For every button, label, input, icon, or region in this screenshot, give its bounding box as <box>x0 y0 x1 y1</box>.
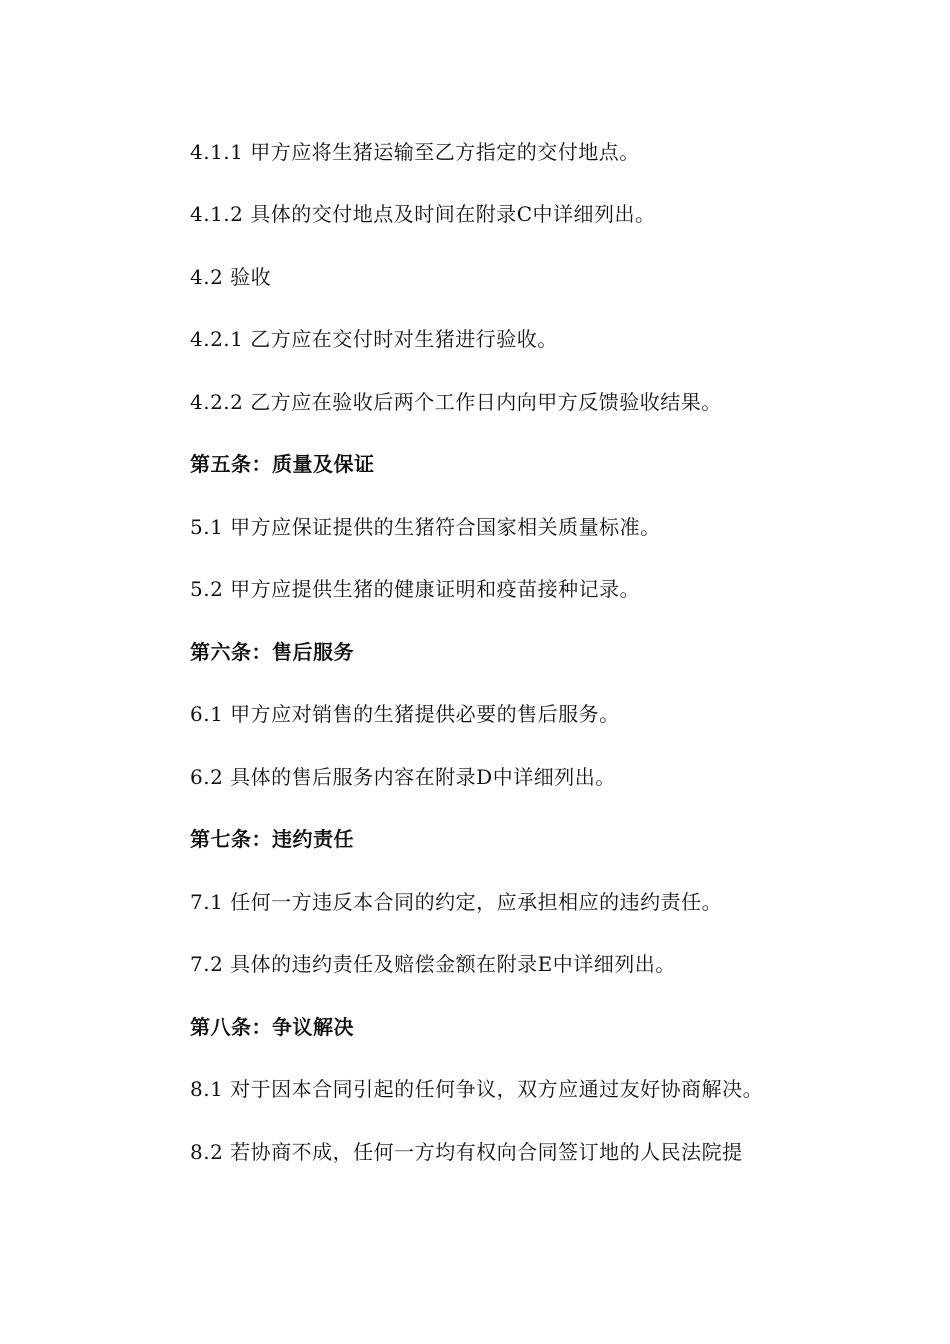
clause-4-2: 4.2 验收 <box>190 265 272 289</box>
clause-5-2: 5.2 甲方应提供生猪的健康证明和疫苗接种记录。 <box>190 577 641 601</box>
clause-4-1-2: 4.1.2 具体的交付地点及时间在附录C中详细列出。 <box>190 202 656 226</box>
clause-5-1: 5.1 甲方应保证提供的生猪符合国家相关质量标准。 <box>190 515 661 539</box>
clause-6-1: 6.1 甲方应对销售的生猪提供必要的售后服务。 <box>190 702 620 726</box>
clause-8-1: 8.1 对于因本合同引起的任何争议，双方应通过友好协商解决。 <box>190 1077 764 1101</box>
clause-7-2: 7.2 具体的违约责任及赔偿金额在附录E中详细列出。 <box>190 952 676 976</box>
article-8-heading: 第八条：争议解决 <box>190 1015 354 1039</box>
clause-8-2: 8.2 若协商不成，任何一方均有权向合同签订地的人民法院提 <box>190 1140 743 1164</box>
clause-7-1: 7.1 任何一方违反本合同的约定，应承担相应的违约责任。 <box>190 890 723 914</box>
clause-4-2-2: 4.2.2 乙方应在验收后两个工作日内向甲方反馈验收结果。 <box>190 390 722 414</box>
article-7-heading: 第七条：违约责任 <box>190 827 354 851</box>
article-5-heading: 第五条：质量及保证 <box>190 452 375 476</box>
article-6-heading: 第六条：售后服务 <box>190 640 354 664</box>
clause-4-1-1: 4.1.1 甲方应将生猪运输至乙方指定的交付地点。 <box>190 140 640 164</box>
clause-4-2-1: 4.2.1 乙方应在交付时对生猪进行验收。 <box>190 327 558 351</box>
clause-6-2: 6.2 具体的售后服务内容在附录D中详细列出。 <box>190 765 616 789</box>
